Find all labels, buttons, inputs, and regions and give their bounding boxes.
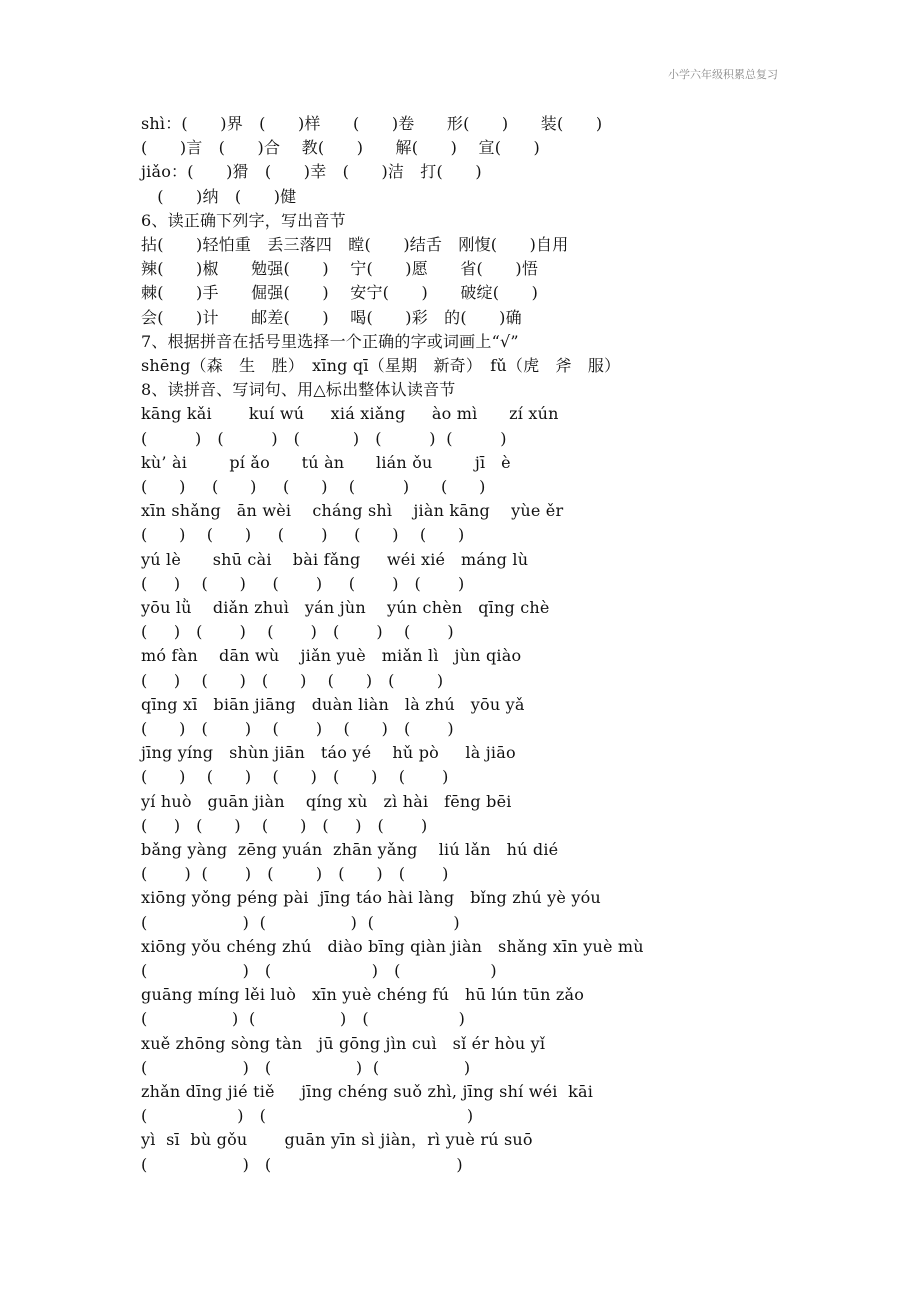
worksheet-line: bǎng yàng zēng yuán zhān yǎng liú lǎn hú dié — [141, 840, 559, 859]
worksheet-line: ( ) ( ) ( ) — [141, 1009, 466, 1029]
worksheet-line: ( ) ( ) ( ) — [141, 961, 497, 980]
worksheet-line: shēng（森 生 胜） xīng qī（星期 新奇） fǔ（虎 斧 服） — [141, 356, 621, 375]
worksheet-line: 6、读正确下列字，写出音节 — [141, 210, 346, 230]
worksheet-line: xuě zhōng sòng tàn jū gōng jìn cuì sǐ ér hòu yǐ — [141, 1033, 546, 1053]
worksheet-line: 7、根据拼音在括号里选择一个正确的字或词画上“√” — [141, 331, 519, 351]
worksheet-line: ( ) ( ) ( ) ( ) ( ) — [141, 815, 428, 835]
worksheet-line: ( ) ( ) ( ) ( ) ( ) — [141, 670, 444, 690]
worksheet-line: ( ) ( ) ( ) — [141, 1057, 471, 1077]
worksheet-line: ( ) ( ) — [141, 1154, 463, 1174]
worksheet-line: 会( )计 邮差( ) 喝( )彩 的( )确 — [141, 307, 522, 327]
worksheet-line: 拈( )轻怕重 丢三落四 瞠( )结舌 刚愎( )自用 — [141, 235, 569, 254]
worksheet-line: ( )言 ( )合 教( ) 解( ) 宣( ) — [141, 138, 540, 158]
worksheet-line: qīng xī biān jiāng duàn liàn là zhú yōu yǎ — [141, 694, 525, 714]
worksheet-line: yì sī bù gǒu guān yīn sì jiàn，rì yuè rú suō — [141, 1130, 533, 1150]
worksheet-line: ( ) ( ) ( ) ( ) ( ) — [141, 719, 454, 738]
worksheet-line: ( ) ( ) ( ) ( ) ( ) — [141, 767, 449, 787]
worksheet-line: zhǎn dīng jié tiě jīng chéng suǒ zhì, jīng shí wéi kāi — [141, 1082, 594, 1101]
worksheet-line: kù’ ài pí ǎo tú àn lián ǒu jī è — [141, 452, 511, 472]
worksheet-line: ( ) ( ) — [141, 1106, 474, 1126]
worksheet-line: yú lè shū cài bài fǎng wéi xié máng lù — [141, 549, 529, 569]
worksheet-line: xiōng yǒng péng pài jīng táo hài làng bǐng zhú yè yóu — [141, 888, 601, 908]
worksheet-line: ( )纳 ( )健 — [141, 186, 297, 206]
worksheet-line: xīn shǎng ān wèi cháng shì jiàn kāng yùe ěr — [141, 501, 564, 521]
worksheet-line: yōu lǜ diǎn zhuì yán jùn yún chèn qīng chè — [141, 598, 550, 617]
worksheet-line: 棘( )手 倔强( ) 安宁( ) 破绽( ) — [141, 283, 539, 303]
worksheet-line: ( ) ( ) ( ) ( ) ( ) — [141, 622, 454, 642]
worksheet-line: 辣( )椒 勉强( ) 宁( )愿 省( )悟 — [141, 259, 539, 279]
worksheet-line: xiōng yǒu chéng zhú diào bīng qiàn jiàn shǎng xīn yuè mù — [141, 936, 644, 956]
worksheet-line: jiǎo：( )猾 ( )幸 ( )洁 打( ) — [141, 162, 482, 182]
page-header: 小学六年级积累总复习 — [668, 68, 778, 81]
worksheet-line: mó fàn dān wù jiǎn yuè miǎn lì jùn qiào — [141, 646, 522, 666]
worksheet-line: jīng yíng shùn jiān táo yé hǔ pò là jiāo — [141, 743, 516, 763]
worksheet-line: guāng míng lěi luò xīn yuè chéng fú hū lún tūn zǎo — [141, 985, 585, 1005]
worksheet-line: shì：( )界 ( )样 ( )卷 形( ) 装( ) — [141, 114, 603, 133]
worksheet-line: ( ) ( ) ( ) ( ) ( ) — [141, 477, 486, 496]
worksheet-line: ( ) ( ) ( ) ( ) ( ) — [141, 573, 465, 593]
worksheet-line: ( ) ( ) ( ) ( ) ( ) — [141, 525, 465, 545]
worksheet-line: yí huò guān jiàn qíng xù zì hài fēng bēi — [141, 791, 512, 811]
worksheet-line: 8、读拼音、写词句、用△标出整体认读音节 — [141, 380, 456, 400]
worksheet-line: ( ) ( ) ( ) ( ) ( ) — [141, 428, 507, 448]
worksheet-line: kāng kǎi kuí wú xiá xiǎng ào mì zí xún — [141, 404, 559, 424]
worksheet-line: ( ) ( ) ( ) ( ) ( ) — [141, 864, 449, 884]
worksheet-line: ( ) ( ) ( ) — [141, 912, 460, 932]
